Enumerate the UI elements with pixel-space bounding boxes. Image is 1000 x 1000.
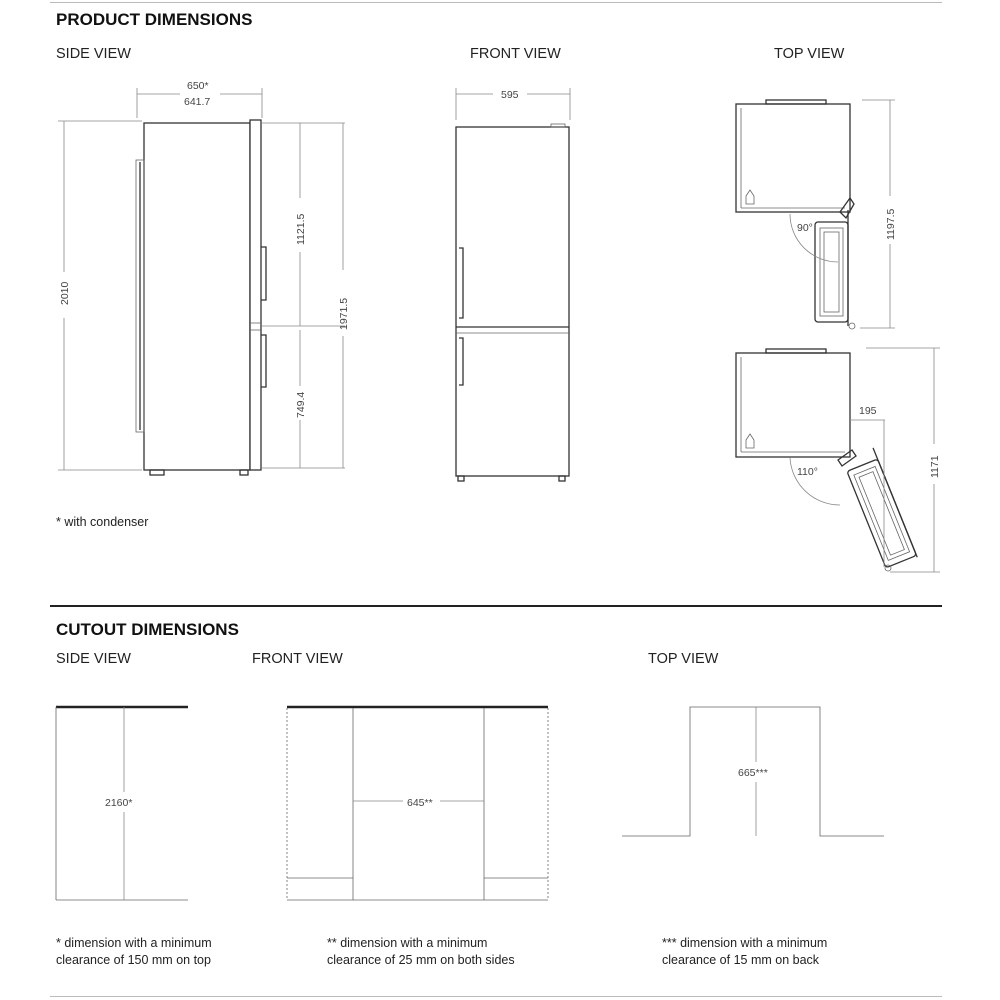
cutout-dimensions-title: CUTOUT DIMENSIONS xyxy=(56,620,239,639)
cutout-front-view-label: FRONT VIEW xyxy=(252,651,343,667)
top110-angle-label: 110° xyxy=(797,466,818,478)
cutout-top-view-drawing xyxy=(622,707,884,836)
product-front-view-drawing xyxy=(456,88,570,481)
front-width-label: 595 xyxy=(501,89,519,101)
cutout-top-view-label: TOP VIEW xyxy=(648,651,719,667)
front-left-foot xyxy=(458,476,464,481)
product-top-view-90-drawing xyxy=(736,100,897,329)
side-door-panel xyxy=(250,120,261,470)
side-rear-foot xyxy=(150,470,164,475)
cutout-front-view-drawing xyxy=(287,707,548,900)
depth-label: 641.7 xyxy=(184,96,211,108)
side-lower-handle xyxy=(261,335,266,387)
top90-depth-label: 1197.5 xyxy=(885,208,897,240)
cutout-side-height-label: 2160* xyxy=(105,797,133,809)
product-top-view-label: TOP VIEW xyxy=(774,46,845,62)
side-upper-handle xyxy=(261,247,266,300)
top110-offset-label: 195 xyxy=(859,405,877,417)
door-upper-label: 1121.5 xyxy=(295,213,307,245)
condenser-note: * with condenser xyxy=(56,515,149,529)
product-side-view-label: SIDE VIEW xyxy=(56,46,131,62)
product-top-view-110-drawing xyxy=(736,348,941,572)
height-label: 2010 xyxy=(59,281,71,305)
top90-angle-label: 90° xyxy=(797,222,813,234)
depth-condenser-label: 650* xyxy=(187,80,209,92)
cutout-side-view-label: SIDE VIEW xyxy=(56,651,131,667)
cutout-side-note: * dimension with a minimum clearance of 150 mm on top xyxy=(56,936,212,967)
cutout-front-note: ** dimension with a minimum clearance of 25 mm on both sides xyxy=(327,936,515,967)
top110-cabinet xyxy=(736,353,850,457)
door-total-label: 1971.5 xyxy=(338,297,350,330)
top110-door xyxy=(847,459,917,568)
product-front-view-label: FRONT VIEW xyxy=(470,46,561,62)
door-lower-label: 749.4 xyxy=(295,391,307,418)
cutout-front-width-label: 645** xyxy=(407,797,433,809)
top90-cabinet xyxy=(736,104,850,212)
side-cabinet-body xyxy=(144,123,250,470)
top110-depth-label: 1171 xyxy=(929,455,941,478)
product-side-view-drawing xyxy=(58,80,350,475)
side-front-foot xyxy=(240,470,248,475)
cutout-top-depth-label: 665*** xyxy=(738,767,768,779)
cutout-top-note: *** dimension with a minimum clearance of 15 mm on back xyxy=(662,936,828,967)
front-cabinet xyxy=(456,127,569,476)
product-dimensions-title: PRODUCT DIMENSIONS xyxy=(56,10,253,29)
cutout-side-view-drawing xyxy=(56,707,188,900)
front-right-foot xyxy=(559,476,565,481)
